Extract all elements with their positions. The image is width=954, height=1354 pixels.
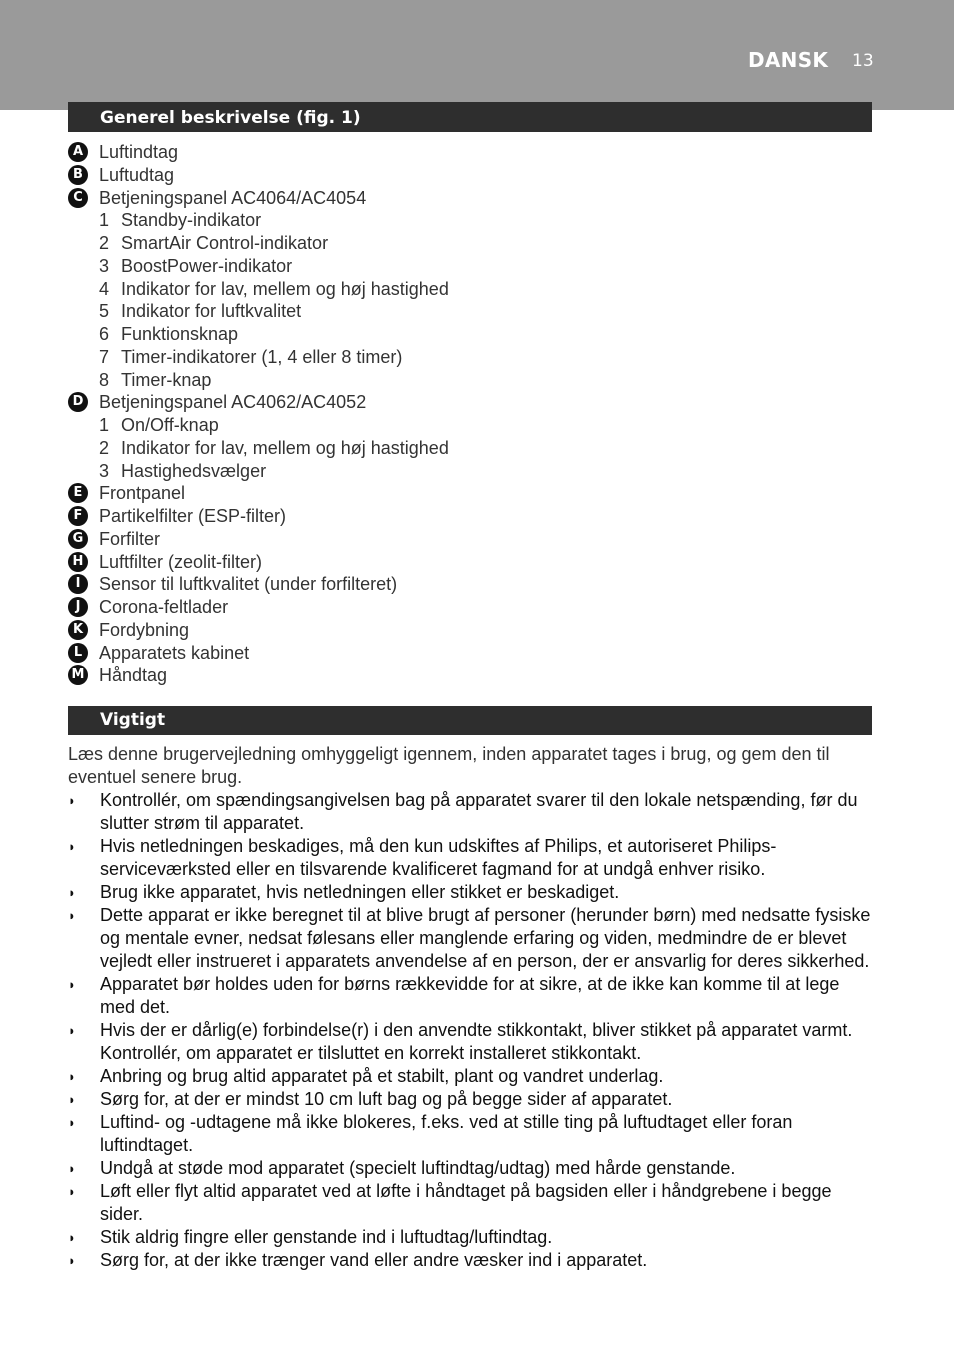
parts-list-item [68, 642, 872, 665]
item-label: Standby-indikator [121, 210, 262, 231]
parts-list-item [68, 482, 872, 505]
item-label: Betjeningspanel AC4062/AC4052 [99, 392, 367, 413]
safety-bullet [68, 1180, 872, 1226]
bullet-text: Undgå at støde mod apparatet (specielt luftindtag/udtag) med hårde genstande. [100, 1158, 736, 1178]
bullet-icon: ◗ [68, 908, 76, 923]
item-label: Timer-indikatorer (1, 4 eller 8 timer) [121, 346, 403, 367]
item-label: Hastighedsvælger [121, 460, 267, 481]
parts-list-item [68, 414, 872, 437]
section-heading-important [68, 706, 872, 735]
letter-badge: C [68, 188, 88, 208]
bullet-text: Anbring og brug altid apparatet på et stabilt, plant og vandret underlag. [100, 1066, 664, 1086]
safety-bullet [68, 904, 872, 973]
item-number: 6 [99, 324, 110, 344]
item-number: 8 [99, 369, 110, 390]
letter-badge: B [68, 165, 88, 185]
bullet-icon: ◗ [68, 1023, 76, 1038]
letter-badge: J [68, 597, 88, 617]
parts-list-item [68, 551, 872, 574]
parts-list-item [68, 300, 872, 323]
parts-list [68, 141, 872, 687]
page-header [0, 0, 954, 110]
safety-bullet [68, 789, 872, 835]
item-number: 3 [99, 460, 110, 481]
item-number: 3 [99, 255, 110, 276]
bullet-text: Løft eller flyt altid apparatet ved at løfte i håndtaget på bagsiden eller i håndgrebene i begge sider. [100, 1181, 832, 1224]
letter-badge: E [68, 483, 88, 503]
parts-list-item [68, 346, 872, 369]
item-label: SmartAir Control-indikator [121, 233, 329, 253]
bullet-text: Brug ikke apparatet, hvis netledningen eller stikket er beskadiget. [100, 882, 620, 902]
item-label: Indikator for lav, mellem og høj hastighed [121, 437, 449, 458]
item-number: 7 [99, 346, 110, 367]
section-title: Vigtigt [100, 710, 166, 730]
parts-list-item [68, 664, 872, 687]
bullet-icon: ◗ [68, 1161, 76, 1176]
parts-list-item [68, 505, 872, 528]
safety-bullet [68, 881, 872, 904]
bullet-text: Stik aldrig fingre eller genstande ind i luftudtag/luftindtag. [100, 1227, 553, 1247]
parts-list-item [68, 141, 872, 164]
safety-bullet [68, 835, 872, 881]
section-title: Generel beskrivelse (fig. 1) [100, 108, 361, 128]
bullet-text: Apparatet bør holdes uden for børns rækkevidde for at sikre, at de ikke kan komme til at lege med det. [100, 974, 840, 1017]
item-label: On/Off-knap [121, 415, 219, 435]
bullet-icon: ◗ [68, 839, 76, 854]
parts-list-item [68, 391, 872, 414]
item-label: Håndtag [99, 665, 168, 686]
parts-list-item [68, 369, 872, 392]
bullet-icon: ◗ [68, 1092, 76, 1107]
letter-badge: I [68, 574, 88, 594]
letter-badge: A [68, 142, 88, 162]
bullet-icon: ◗ [68, 793, 76, 808]
parts-list-item [68, 232, 872, 255]
bullet-icon: ◗ [68, 1230, 76, 1245]
item-number: 2 [99, 437, 110, 458]
parts-list-item [68, 528, 872, 551]
parts-list-item [68, 323, 872, 346]
page-number: 13 [852, 51, 874, 71]
item-label: Betjeningspanel AC4064/AC4054 [99, 187, 367, 208]
item-label: Partikelfilter (ESP-filter) [99, 506, 287, 526]
item-label: Fordybning [99, 619, 190, 640]
item-label: Luftfilter (zeolit-filter) [99, 551, 263, 572]
safety-bullet [68, 1019, 872, 1065]
bullet-icon: ◗ [68, 1115, 76, 1130]
letter-badge: M [68, 665, 88, 685]
letter-badge: K [68, 620, 88, 640]
safety-bullet-list [68, 789, 872, 1272]
item-number: 1 [99, 210, 110, 231]
parts-list-item [68, 278, 872, 301]
parts-list-item [68, 573, 872, 596]
language-label: DANSK [748, 48, 829, 72]
item-number: 2 [99, 233, 110, 253]
item-label: Apparatets kabinet [99, 642, 250, 663]
safety-bullet [68, 1065, 872, 1088]
item-number: 5 [99, 301, 110, 322]
parts-list-item [68, 460, 872, 483]
parts-list-item [68, 187, 872, 210]
bullet-text: Sørg for, at der er mindst 10 cm luft bag og på begge sider af apparatet. [100, 1089, 673, 1109]
parts-list-item [68, 255, 872, 278]
bullet-text: Kontrollér, om spændingsangivelsen bag på apparatet svarer til den lokale netspænding, før du slutter strøm til apparatet. [100, 790, 858, 833]
bullet-text: Hvis der er dårlig(e) forbindelse(r) i den anvendte stikkontakt, bliver stikket på apparatet varmt. Kontrollér, om apparatet er tilsluttet en korrekt installeret stikkontakt. [100, 1020, 853, 1063]
parts-list-item [68, 209, 872, 232]
bullet-text: Hvis netledningen beskadiges, må den kun udskiftes af Philips, et autoriseret Philips-serviceværksted eller en tilsvarende kvalificeret fagmand for at undgå enhver risiko. [100, 836, 777, 879]
item-label: Luftudtag [99, 164, 175, 185]
letter-badge: H [68, 552, 88, 572]
bullet-text: Sørg for, at der ikke trænger vand eller andre væsker ind i apparatet. [100, 1250, 648, 1270]
safety-bullet [68, 1157, 872, 1180]
safety-bullet [68, 1249, 872, 1272]
bullet-icon: ◗ [68, 1253, 76, 1268]
bullet-icon: ◗ [68, 977, 76, 992]
letter-badge: D [68, 392, 88, 412]
parts-list-item [68, 596, 872, 619]
section-heading-description [68, 102, 872, 132]
safety-bullet [68, 1111, 872, 1157]
safety-bullet [68, 973, 872, 1019]
item-label: Indikator for lav, mellem og høj hastighed [121, 278, 449, 299]
letter-badge: L [68, 643, 88, 663]
item-number: 1 [99, 415, 110, 435]
item-label: Funktionsknap [121, 324, 239, 344]
bullet-icon: ◗ [68, 1184, 76, 1199]
item-label: Frontpanel [99, 483, 186, 504]
parts-list-item [68, 164, 872, 187]
safety-bullet [68, 1226, 872, 1249]
bullet-text: Luftind- og -udtagene må ikke blokeres, f.eks. ved at stille ting på luftudtaget eller foran luftindtaget. [100, 1112, 793, 1155]
item-label: Timer-knap [121, 369, 212, 390]
parts-list-item [68, 437, 872, 460]
item-label: Indikator for luftkvalitet [121, 301, 302, 322]
item-label: Forfilter [99, 528, 161, 549]
letter-badge: F [68, 506, 88, 526]
bullet-icon: ◗ [68, 885, 76, 900]
safety-bullet [68, 1088, 872, 1111]
item-label: Corona-feltlader [99, 597, 229, 617]
item-label: Luftindtag [99, 142, 179, 162]
intro-paragraph: Læs denne brugervejledning omhyggeligt igennem, inden apparatet tages i brug, og gem den til eventuel senere brug. [68, 744, 830, 787]
bullet-text: Dette apparat er ikke beregnet til at blive brugt af personer (herunder børn) med nedsatte fysiske og mentale evner, nedsat følesans eller manglende erfaring og viden, medmindre de er blevet vejledt eller instrueret i apparatets anvendelse af en person, der er ansvarlig for deres sikkerhed. [100, 905, 871, 971]
item-number: 4 [99, 278, 110, 299]
bullet-icon: ◗ [68, 1069, 76, 1084]
item-label: Sensor til luftkvalitet (under forfilteret) [99, 574, 398, 595]
parts-list-item [68, 619, 872, 642]
letter-badge: G [68, 529, 88, 549]
item-label: BoostPower-indikator [121, 255, 293, 276]
